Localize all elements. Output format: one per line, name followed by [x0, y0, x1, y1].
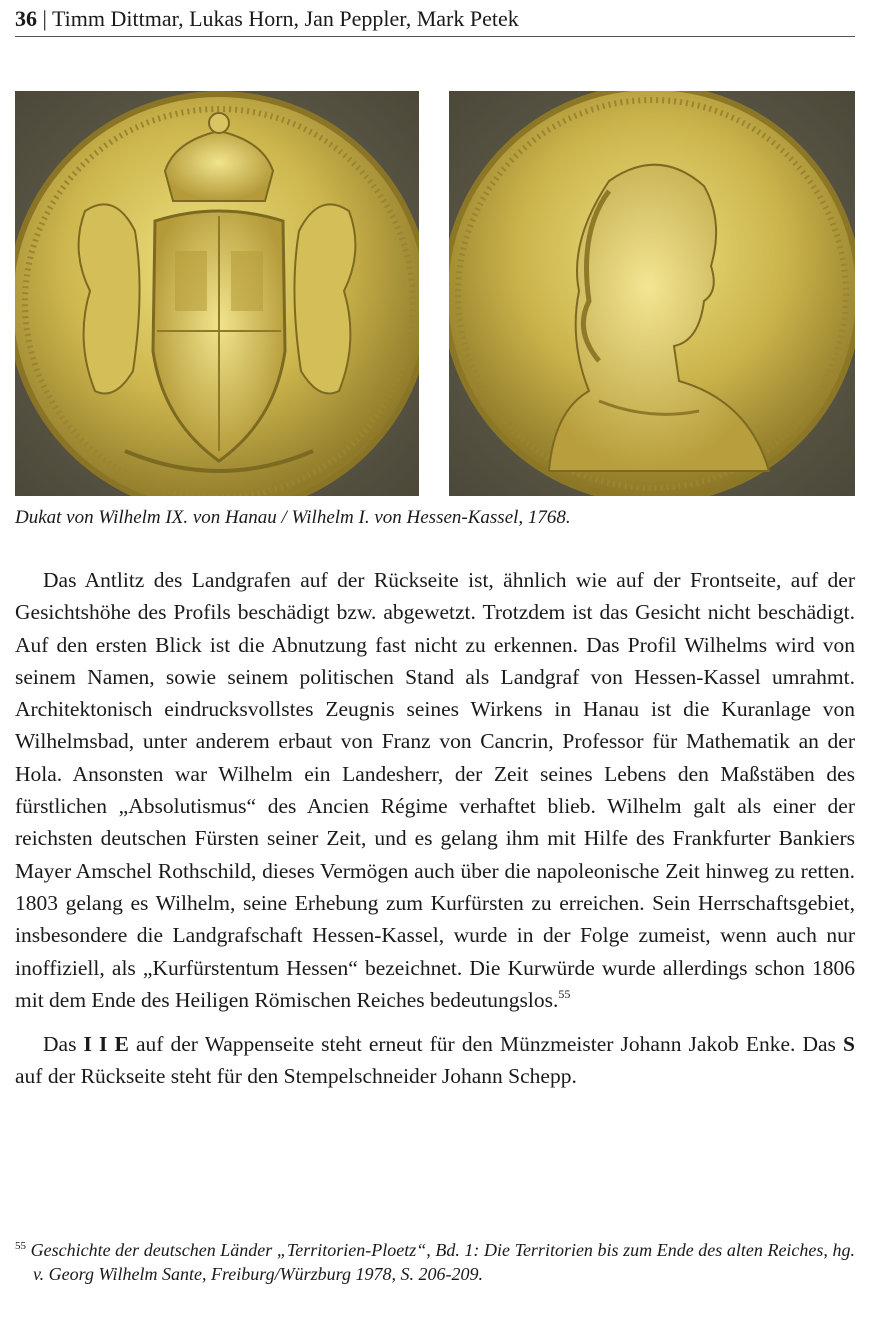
- footnote-number: 55: [15, 1240, 26, 1252]
- coin-photo-portrait: [449, 91, 855, 496]
- paragraph-1-text: Das Antlitz des Landgrafen auf der Rückseite ist, ähnlich wie auf der Frontseite, auf der Gesichtshöhe des Profils beschädigt bzw. abgewetzt. Trotzdem ist das Gesicht nicht beschädigt. Auf den ersten Blick ist die Abnutzung fast nicht zu erkennen. Das Profil Wilhelms wird von seinem Namen, sowie seinem politischen Stand als Landgraf von Hessen-Kassel umrahmt. Architektonisch eindrucksvollstes Zeugnis seines Wirkens in Hanau ist die Kuranlage von Wilhelmsbad, unter anderem erbaut von Franz von Cancrin, Professor für Mathematik an der Hola. Ansonsten war Wilhelm ein Landesherr, der Zeit seines Lebens den Maßstäben des fürstlichen „Absolutismus“ des Ancien Régime verhaftet blieb. Wilhelm galt als einer der reichsten deutschen Fürsten seiner Zeit, und es gelang ihm mit Hilfe des Frankfurter Bankiers Mayer Amschel Rothschild, dieses Vermögen auch über die napoleonische Zeit hinweg zu retten. 1803 gelang es Wilhelm, seine Erhebung zum Kurfürsten zu erreichen. Sein Herrschaftsgebiet, insbesondere die Landgrafschaft Hessen-Kassel, wurde in der Folge zumeist, wenn auch nur inoffiziell, als „Kurfürstentum Hessen“ bezeichnet. Die Kurwürde wurde allerdings schon 1806 mit dem Ende des Heiligen Römischen Reiches bedeutungslos.: [15, 568, 855, 1012]
- footnote: [15, 1238, 855, 1286]
- body-text: [15, 564, 855, 1093]
- paragraph-2: Das I I E auf der Wappenseite steht erneut für den Münzmeister Johann Jakob Enke. Das S auf der Rückseite steht für den Stempelschneider Johann Schepp.: [15, 1032, 855, 1089]
- engraver-initial: S: [843, 1032, 855, 1057]
- running-header: [15, 4, 855, 37]
- coin-photo-coat-of-arms: [15, 91, 419, 496]
- header-separator: |: [42, 6, 47, 31]
- footnote-text: Geschichte der deutschen Länder „Territorien-Ploetz“, Bd. 1: Die Territorien bis zum Ende des alten Reiches, hg. v. Georg Wilhelm Sante, Freiburg/Würzburg 1978, S. 206-209.: [30, 1240, 856, 1284]
- coat-of-arms-coin-image: [15, 91, 419, 496]
- mintmaster-initials: I I E: [83, 1032, 129, 1057]
- portrait-coin-image: [449, 91, 855, 496]
- header-authors: Timm Dittmar, Lukas Horn, Jan Peppler, Mark Petek: [52, 6, 519, 31]
- coin-figure: [15, 91, 855, 496]
- figure-caption: Dukat von Wilhelm IX. von Hanau / Wilhelm I. von Hessen-Kassel, 1768.: [15, 507, 571, 528]
- footnote-reference[interactable]: 55: [558, 986, 571, 1001]
- page-number: 36: [15, 6, 37, 31]
- paragraph-1: [15, 564, 855, 1016]
